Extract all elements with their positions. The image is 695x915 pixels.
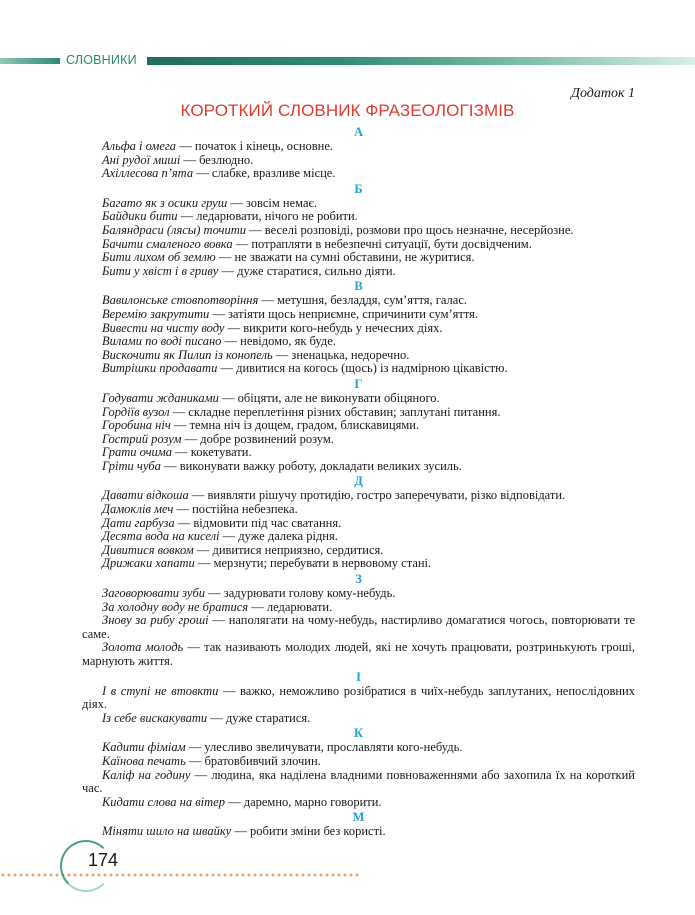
dictionary-entry [82,392,635,406]
entry-definition: — ледарювати. [248,599,333,614]
section-letter: К [353,726,364,741]
entry-definition: — складне переплетіння різних обставин; заплутані питання. [169,404,501,419]
dictionary-entry [82,238,635,252]
dictionary-entry [82,433,635,447]
dictionary-entry [82,712,635,726]
entry-term: Витрішки продавати [102,361,218,376]
dictionary-entry [82,587,635,601]
entry-definition: — не зважати на сумні обставини, не журитися. [215,250,475,265]
entry-term: Заговорювати зуби [102,586,206,601]
dictionary-entry [82,446,635,460]
entry-definition: — добре розвинений розум. [181,431,334,446]
entry-definition: — так називають молодих людей, які не хочуть працювати, розтринькують гроші, марнують життя. [82,640,635,668]
entry-definition: — дивитися на когось (щось) із надмірною цікавістю. [217,361,508,376]
entry-term: Бачити смаленого вовка [102,236,233,251]
entry-definition: — слабке, вразливе місце. [193,166,336,181]
dictionary-entry [82,489,635,503]
entry-term: Дивитися вовком [102,542,194,557]
dictionary-entry [82,741,635,755]
entry-definition: — обіцяти, але не виконувати обіцяного. [218,390,440,405]
entry-term: Кидати слова на вітер [102,794,225,809]
entry-term: Із себе вискакувати [102,710,208,725]
entry-term: Бити лихом об землю [102,250,216,265]
entry-definition: — важко, неможливо розібратися в чиїх-небудь заплутаних, непослідовних діях. [82,683,635,712]
entry-term: Міняти шило на швайку [102,824,232,839]
entry-definition: — зовсім немає. [227,195,318,210]
dictionary-entry [82,322,635,336]
entry-term: Годувати жданиками [102,390,219,405]
entry-term: Бити у хвіст і в гриву [102,263,219,278]
entry-term: Баляндраси (лясы) точити [102,222,247,237]
dictionary-entry [82,419,635,433]
entry-term: Гріти чуба [102,458,161,473]
dictionary-entry [82,406,635,420]
header-stripe-left [0,58,60,64]
dictionary-entry [82,755,635,769]
dictionary-entry [82,308,635,322]
dictionary-entry [82,796,635,810]
dictionary-entry [82,140,635,154]
page-number: 174 [88,850,119,870]
entry-term: Дамоклів меч [102,502,174,517]
entry-definition: — кокетувати. [172,445,252,460]
entry-term: Гордіїв вузол [102,404,170,419]
entry-definition: — наполягати на чому-небудь, настирливо домагатися чогось, повторювати те саме. [82,613,635,641]
section-letter: З [355,572,362,587]
dictionary-entry [82,197,635,211]
entry-term: Вивести на чисту воду [102,320,225,335]
entry-definition: — безлюдно. [180,152,254,167]
entry-term: Горобина ніч [102,418,171,433]
entry-definition: — задурювати голову кому-небудь. [205,586,396,601]
entry-definition: — дуже старатися. [207,710,311,725]
entry-term: За холодну воду не братися [102,599,249,614]
entry-term: Веремію закрутити [102,306,210,321]
dictionary-entry [82,601,635,615]
entry-definition: — улесливо звеличувати, прославляти кого-небудь. [185,740,463,755]
section-letter: Г [354,376,363,391]
entry-term: Вавилонське стовпотворіння [102,293,259,308]
entry-term: Давати відкоша [102,488,189,503]
dictionary-entry [82,210,635,224]
section-letter: Д [354,474,363,489]
entry-definition: — даремно, марно говорити. [224,794,382,809]
entry-term: Вискочити як Пилип із конопель [102,347,273,362]
section-letter: В [354,279,363,294]
entry-term: Грати очима [102,445,173,460]
entry-definition: — потрапляти в небезпечні ситуації, бути досвідченим. [232,236,532,251]
dictionary-entry [82,685,635,712]
dictionary-entry [82,362,635,376]
dictionary-entry [82,294,635,308]
dictionary-entry [82,265,635,279]
dictionary-entry [82,251,635,265]
footer-dot-line [0,872,360,878]
dictionary-entry [82,544,635,558]
entry-definition: — невідомо, як буде. [221,334,336,349]
entry-definition: — веселі розповіді, розмови про щось незначне, несерйозне. [246,222,574,237]
entry-definition: — мерзнути; перебувати в нервовому стані. [194,556,432,571]
entry-definition: — виконувати важку роботу, докладати великих зусиль. [160,458,462,473]
section-letter: Б [354,181,363,196]
entry-definition: — ледарювати, нічого не робити. [177,209,358,224]
entry-term: Ані рудої миші [102,152,181,167]
header-stripe-right [147,57,695,65]
dictionary-entry [82,530,635,544]
dictionary-entry [82,557,635,571]
section-letter: І [356,669,361,684]
entry-definition: — затіяти щось неприємне, спричинити сум’яття. [209,306,479,321]
dictionary-entry [82,224,635,238]
dictionary-entry [82,460,635,474]
dictionary-entry [82,825,635,839]
entry-term: Десята вода на киселі [102,529,220,544]
entry-definition: — відмовити під час сватання. [174,515,342,530]
entry-definition: — дуже старатися, сильно діяти. [218,263,396,278]
entry-definition: — виявляти рішучу протидію, гостро заперечувати, різко відповідати. [188,488,566,503]
entry-term: Каліф на годину [102,767,191,782]
entry-term: Альфа і омега [102,139,177,153]
dictionary-content [82,124,635,839]
entry-term: Гострий розум [102,431,182,446]
entry-definition: — постійна небезпека. [173,502,298,517]
page-title: КОРОТКИЙ СЛОВНИК ФРАЗЕОЛОГІЗМІВ [180,101,515,120]
entry-definition: — темна ніч із дощем, градом, блискавицями. [170,418,420,433]
entry-definition: — зненацька, недоречно. [272,347,410,362]
entry-term: Дати гарбуза [102,515,175,530]
dictionary-entry [82,769,635,796]
entry-definition: — початок і кінець, основне. [176,139,334,153]
entry-term: Кадити фіміам [102,740,186,755]
entry-definition: — викрити кого-небудь у нечесних діях. [224,320,443,335]
top-header-bar [0,54,695,68]
entry-definition: — робити зміни без користі. [231,824,386,839]
dictionary-entry [82,614,635,641]
entry-term: Знову за рибу гроші [102,613,209,628]
dictionary-entry [82,154,635,168]
dictionary-entry [82,167,635,181]
section-label: СЛОВНИКИ [66,53,137,67]
entry-definition: — дуже далека рідня. [219,529,338,544]
dictionary-entry [82,517,635,531]
entry-definition: — дивитися неприязно, сердитися. [193,542,384,557]
dictionary-entry [82,335,635,349]
entry-term: Ахіллесова п’ята [102,166,194,181]
entry-term: Байдики бити [102,209,178,224]
dictionary-entry [82,503,635,517]
section-letter: А [353,125,364,139]
dictionary-entry [82,641,635,668]
entry-term: І в ступі не втовкти [102,683,219,698]
entry-definition: — людина, яка наділена владними повноваженнями або захопила їх на короткий час. [82,767,635,796]
entry-definition: — метушня, безладдя, сум’яття, галас. [258,293,468,308]
entry-term: Вилами по воді писано [102,334,222,349]
entry-term: Золота молодь [102,640,184,655]
entry-term: Каїнова печать [102,753,186,768]
appendix-label: Додаток 1 [571,86,635,101]
entry-term: Багато як з осики груш [102,195,228,210]
dictionary-entry [82,349,635,363]
entry-term: Дрижаки хапати [102,556,195,571]
entry-definition: — братовбивчий злочин. [185,753,321,768]
section-letter: М [352,810,365,825]
